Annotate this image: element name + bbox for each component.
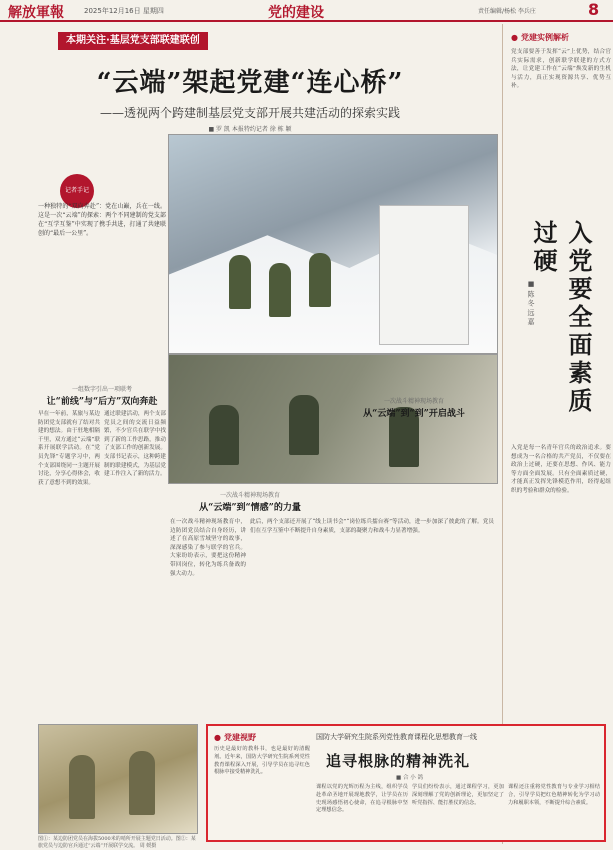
featured-title: 追寻根脉的精神洗礼 <box>326 752 471 770</box>
sidebar-column <box>502 24 613 844</box>
headline: “云端”架起党建“连心桥” <box>96 68 404 98</box>
featured-column: 课程还注重将党性教育与专业学习相结合，引导学员把红色精神转化为学习动力和履职本领，不断提升综合素质。 <box>508 784 600 806</box>
photo-caption: 图①：某边防团党员在海拔5000米的哨所开展主题党日活动。图②：某旅党员与边防官兵通过“云端”开展联学交流。 周 媛摄 <box>38 836 196 849</box>
lead-paragraph: 一种独特的“双向奔赴”：党在山巅，兵在一线。这是一次“云端”的探索：两个不同建制的党支部在“互学互鉴”中实现了携手共进，打通了共建联创的“最后一公里”。 <box>38 203 166 237</box>
soldier-figure <box>209 405 239 465</box>
section-kicker: 一组数字引出一项联考 <box>71 386 132 393</box>
page-number: 8 <box>588 0 600 19</box>
section-kicker: 一次战斗精神现场教育 <box>383 398 444 405</box>
byline: ■ 罗 凯 本报特约记者 徐 栋 颖 <box>208 126 292 133</box>
featured-author: ■ 合 小 鸽 <box>396 775 423 781</box>
bottom-photo <box>38 724 198 834</box>
column-banner: 本期关注·基层党支部联建联创 <box>58 32 208 50</box>
sidebar-author: ■ 陈 冬 远 嘉 <box>527 280 535 325</box>
featured-column: 课程以党的光辉历程为主线，组织学员赴革命圣地开展现地教学，让学员在历史现场感悟初心使命，在追寻根脉中坚定理想信念。 <box>316 784 408 814</box>
sidebar-text-bottom: 入党是每一名青年官兵的政治追求。要想成为一名合格的共产党员，不仅要在政治上过硬，还要在思想、作风、能力等方面全面发展。只有全面素质过硬，才能真正发挥先锋模范作用，经得起组织的考验和群众的检验。 <box>511 445 611 494</box>
newspaper-logo: 解放軍報 <box>8 5 64 21</box>
featured-kicker: 国防大学研究生院系列党性教育课程化思想教育一线 <box>316 733 477 741</box>
article-column: 在一次战斗精神现场教育中，边防团党员结合自身经历，讲述了在高原雪域坚守的故事，深深感染了参与联学的官兵。大家纷纷表示，要把这份精神带回岗位，转化为练兵备战的强大动力。 <box>170 519 246 577</box>
sidebar-vertical-title: 入党要全面素质过硬 <box>529 220 593 416</box>
section-heading: 从“云端”到“到”开启战斗 <box>363 409 465 419</box>
main-photo <box>168 134 498 354</box>
lead-badge: 记者手记 <box>60 174 94 208</box>
section-kicker: 一次战斗精神现场教育 <box>219 492 280 499</box>
soldier-figure <box>269 263 291 317</box>
article-column: 此后，两个支部还开展了“线上读书会”“岗位练兵擂台赛”等活动，进一步加深了彼此的了解。党员们在互学互鉴中不断提升自身素质，支部的凝聚力和战斗力显著增强。 <box>250 519 494 534</box>
editors: 责任编辑/杨松 李兵庄 <box>478 8 536 15</box>
issue-date: 2025年12月16日 星期四 <box>84 7 164 15</box>
masthead <box>0 0 613 22</box>
soldier-figure <box>309 253 331 307</box>
section-title: 党的建设 <box>268 5 324 21</box>
section-heading: 从“云端”到“情感”的力量 <box>199 503 301 513</box>
featured-article <box>206 724 606 842</box>
article-column: 早在一年前，某旅与某边防团党支部就有了结对共建的想法。由于驻地相隔千里，双方通过“云端”联系开展联学活动。在“党员先锋”专题学习中，两个支部围绕同一主题开展讨论，分享心得体会，收获了意想不到的效果。 <box>38 411 100 486</box>
sidebar-title: ● 党建实例解析 <box>511 32 569 43</box>
soldier-figure <box>69 755 95 819</box>
section-heading: 让“前线”与“后方”双向奔赴 <box>46 397 158 407</box>
subtitle: ——透视两个跨建制基层党支部开展共建活动的探索实践 <box>99 106 400 120</box>
sentry-hut <box>379 205 469 345</box>
featured-lead: 历史是最好的教科书，也是最好的清醒剂。近年来，国防大学研究生院系列党性教育课程深入开展，引导学员在追寻红色根脉中接受精神洗礼。 <box>214 746 310 776</box>
main-article <box>0 24 500 849</box>
featured-column: 学员们纷纷表示，通过课程学习，更加深刻理解了党的创新理论，更加坚定了听党指挥、能打胜仗的信念。 <box>412 784 504 806</box>
secondary-photo <box>168 354 498 484</box>
featured-tag: ● 党建视野 <box>214 732 256 743</box>
soldier-figure <box>129 751 155 815</box>
soldier-figure <box>289 395 319 455</box>
soldier-figure <box>229 255 251 309</box>
sidebar-text-top: 党支部要善于发挥“云”上优势，结合官兵实际需求，创新联学联建的方式方法，让党建工作在“云端”焕发新的生机与活力，真正实现资源共享、优势互补。 <box>511 49 611 90</box>
article-column: 通过联建活动，两个支部党员之间的交流日益频繁，不少官兵在联学中找到了新的工作思路，推动了支部工作的创新发展。支部书记表示，这种跨建制的联建模式，为基层党建工作注入了新的活力。 <box>104 411 166 478</box>
